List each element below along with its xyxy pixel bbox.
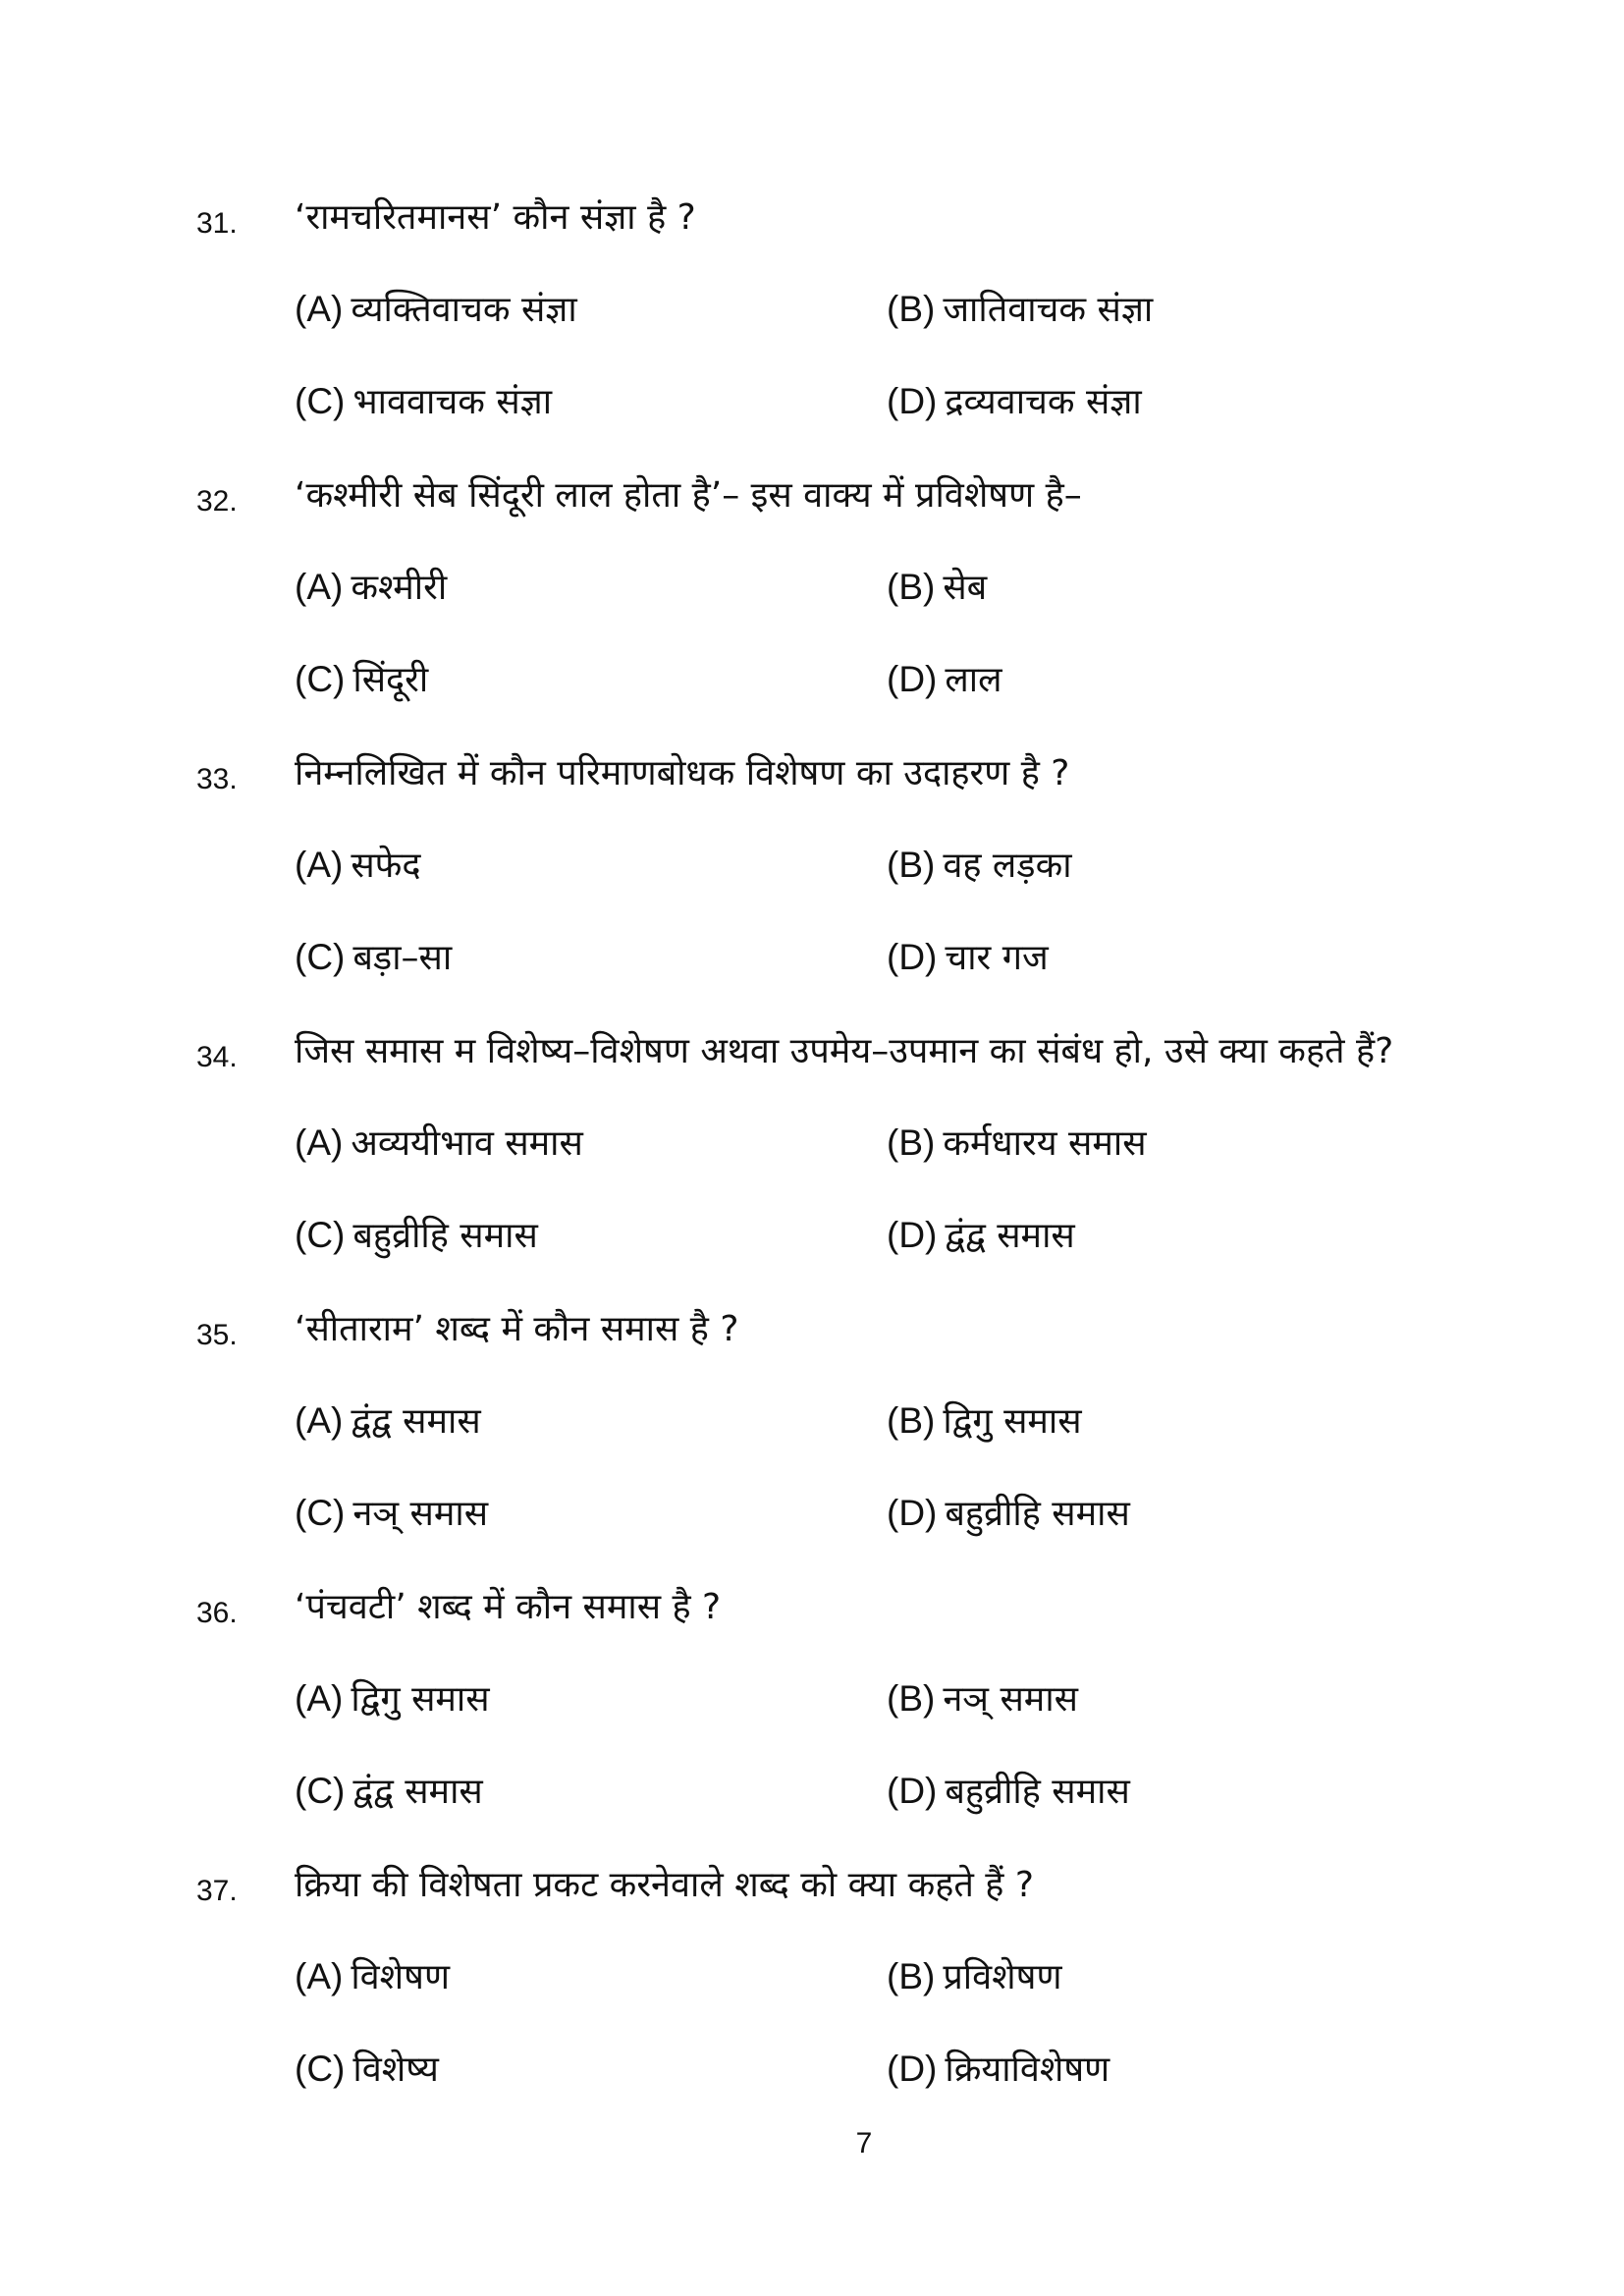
option-label: (D) <box>887 381 938 421</box>
option-c <box>295 1766 483 1818</box>
option-a <box>295 840 421 892</box>
option-text: विशेष्य <box>352 2050 439 2090</box>
question-number: 33. <box>196 763 238 795</box>
option-label: (B) <box>887 1122 936 1163</box>
option-text: नञ् समास <box>943 1679 1078 1720</box>
option-d <box>887 1210 1075 1262</box>
option-b <box>887 284 1153 336</box>
question-text: ‘सीताराम’ शब्द में कौन समास है ? <box>295 1309 739 1349</box>
option-label: (D) <box>887 1215 938 1255</box>
option-a <box>295 1395 481 1448</box>
option-text: सेब <box>943 568 988 608</box>
option-text: प्रविशेषण <box>943 1957 1062 1997</box>
option-text: लाल <box>945 660 1002 700</box>
option-text: सिंदूरी <box>352 660 429 700</box>
option-text: अव्ययीभाव समास <box>351 1123 583 1164</box>
question-text: ‘पंचवटी’ शब्द में कौन समास है ? <box>295 1587 722 1627</box>
question-number: 32. <box>196 485 238 518</box>
question-text: जिस समास म विशेष्य–विशेषण अथवा उपमेय–उपमान का संबंध हो, उसे क्या कहते हैं? <box>295 1031 1394 1071</box>
option-d <box>887 932 1049 984</box>
question-number: 37. <box>196 1875 238 1907</box>
option-a <box>295 1118 583 1170</box>
option-b <box>887 1395 1082 1448</box>
question-text: ‘रामचरितमानस’ कौन संज्ञा है ? <box>295 197 696 238</box>
question-number: 35. <box>196 1319 238 1351</box>
option-text: बड़ा–सा <box>352 938 453 978</box>
option-a <box>295 1951 450 2003</box>
option-d <box>887 376 1142 428</box>
question-text: निम्नलिखित में कौन परिमाणबोधक विशेषण का उदाहरण है ? <box>295 753 1070 793</box>
option-b <box>887 1951 1061 2003</box>
option-label: (C) <box>295 937 346 977</box>
option-text: क्रियाविशेषण <box>945 2050 1110 2090</box>
option-label: (D) <box>887 1493 938 1533</box>
option-b <box>887 840 1072 892</box>
option-label: (B) <box>887 845 936 885</box>
page-number: 7 <box>855 2127 873 2159</box>
option-label: (D) <box>887 2049 938 2089</box>
option-b <box>887 1118 1147 1170</box>
option-label: (C) <box>295 659 346 699</box>
option-label: (C) <box>295 1771 346 1811</box>
option-c <box>295 654 428 706</box>
option-text: भाववाचक संज्ञा <box>352 382 553 422</box>
option-text: जातिवाचक संज्ञा <box>943 290 1154 330</box>
option-c <box>295 1210 538 1262</box>
option-text: द्रव्यवाचक संज्ञा <box>945 382 1142 422</box>
option-b <box>887 562 987 614</box>
option-label: (D) <box>887 1771 938 1811</box>
option-label: (B) <box>887 1678 936 1719</box>
question-number: 31. <box>196 207 238 240</box>
option-text: कर्मधारय समास <box>943 1123 1147 1164</box>
option-c <box>295 376 552 428</box>
option-b <box>887 1673 1078 1725</box>
option-text: वह लड़का <box>943 846 1072 886</box>
question-number: 34. <box>196 1041 238 1073</box>
option-text: बहुव्रीहि समास <box>945 1772 1130 1812</box>
option-label: (A) <box>295 289 344 329</box>
option-text: सफेद <box>351 846 421 886</box>
option-label: (B) <box>887 289 936 329</box>
option-label: (C) <box>295 381 346 421</box>
option-text: द्विगु समास <box>351 1679 490 1720</box>
option-text: नञ् समास <box>352 1494 489 1534</box>
option-d <box>887 654 1002 706</box>
option-d <box>887 1766 1130 1818</box>
option-text: द्वंद्व समास <box>351 1401 481 1442</box>
option-text: विशेषण <box>351 1957 450 1997</box>
option-label: (A) <box>295 1956 344 1996</box>
option-text: चार गज <box>945 938 1049 978</box>
option-label: (C) <box>295 1493 346 1533</box>
option-label: (A) <box>295 1400 344 1441</box>
option-text: व्यक्तिवाचक संज्ञा <box>351 290 577 330</box>
option-label: (B) <box>887 1400 936 1441</box>
option-label: (A) <box>295 845 344 885</box>
option-text: द्वंद्व समास <box>945 1216 1075 1256</box>
option-label: (A) <box>295 1678 344 1719</box>
option-a <box>295 562 447 614</box>
option-label: (C) <box>295 1215 346 1255</box>
option-d <box>887 1488 1130 1540</box>
option-c <box>295 2044 439 2096</box>
option-text: द्वंद्व समास <box>352 1772 483 1812</box>
option-label: (C) <box>295 2049 346 2089</box>
option-label: (A) <box>295 1122 344 1163</box>
option-a <box>295 1673 490 1725</box>
question-text: ‘कश्मीरी सेब सिंदूरी लाल होता है’– इस वाक्य में प्रविशेषण है– <box>295 475 1082 516</box>
question-text: क्रिया की विशेषता प्रकट करनेवाले शब्द को क्या कहते हैं ? <box>295 1865 1034 1905</box>
question-number: 36. <box>196 1597 238 1629</box>
option-c <box>295 932 452 984</box>
option-label: (D) <box>887 937 938 977</box>
option-label: (A) <box>295 567 344 607</box>
option-c <box>295 1488 488 1540</box>
option-text: द्विगु समास <box>943 1401 1082 1442</box>
option-text: बहुव्रीहि समास <box>945 1494 1130 1534</box>
option-d <box>887 2044 1110 2096</box>
option-label: (D) <box>887 659 938 699</box>
option-label: (B) <box>887 1956 936 1996</box>
option-label: (B) <box>887 567 936 607</box>
option-text: बहुव्रीहि समास <box>352 1216 538 1256</box>
option-a <box>295 284 577 336</box>
option-text: कश्मीरी <box>351 568 448 608</box>
